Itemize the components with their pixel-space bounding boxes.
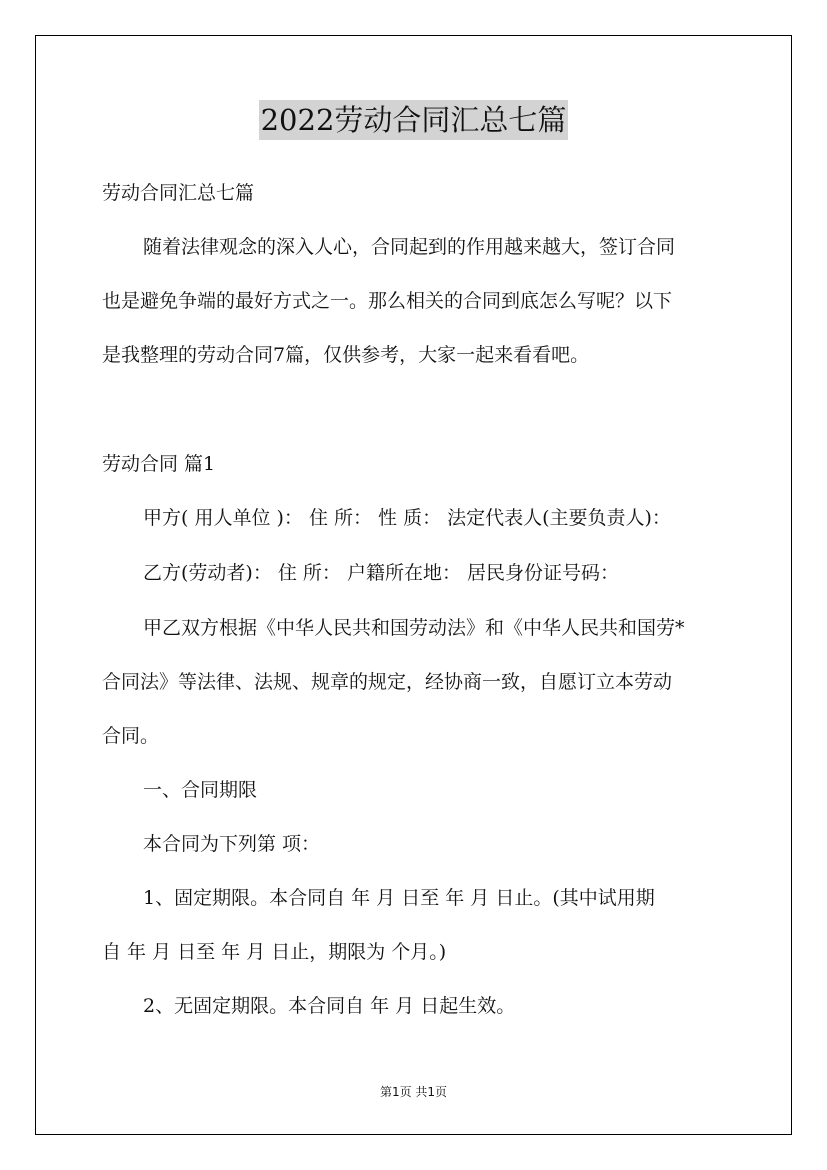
- agreement-line-3: 合同。: [102, 725, 160, 747]
- intro-line-2: 也是避免争端的最好方式之一。那么相关的合同到底怎么写呢？以下: [102, 290, 673, 312]
- document-title-text: 2022劳动合同汇总七篇: [259, 100, 569, 140]
- intro-line-3: 是我整理的劳动合同7篇，仅供参考，大家一起来看看吧。: [102, 344, 590, 366]
- agreement-line-1: 甲乙双方根据《中华人民共和国劳动法》和《中华人民共和国劳*: [143, 617, 685, 639]
- agreement-line-2: 合同法》等法律、法规、规章的规定，经协商一致，自愿订立本劳动: [102, 671, 673, 693]
- document-title: [0, 100, 827, 140]
- section-heading-1: 劳动合同 篇1: [102, 453, 216, 475]
- party-b-line: 乙方(劳动者)： 住 所： 户籍所在地： 居民身份证号码：: [143, 562, 619, 584]
- clause-heading-term: 一、合同期限: [143, 779, 258, 801]
- page-footer: [0, 1084, 827, 1100]
- clause-line-4: 2、无固定期限。本合同自 年 月 日起生效。: [143, 995, 516, 1017]
- party-a-line: 甲方( 用人单位 )： 住 所： 性 质： 法定代表人(主要负责人)：: [143, 507, 671, 529]
- subtitle-line: 劳动合同汇总七篇: [102, 182, 255, 204]
- intro-line-1: 随着法律观念的深入人心，合同起到的作用越来越大，签订合同: [143, 236, 676, 258]
- page-number-label: 第1页 共1页: [379, 1085, 448, 1099]
- clause-line-2: 1、固定期限。本合同自 年 月 日至 年 月 日止。(其中试用期: [143, 887, 655, 909]
- clause-line-3: 自 年 月 日至 年 月 日止，期限为 个月。): [102, 941, 447, 963]
- clause-line-1: 本合同为下列第 项：: [143, 833, 321, 855]
